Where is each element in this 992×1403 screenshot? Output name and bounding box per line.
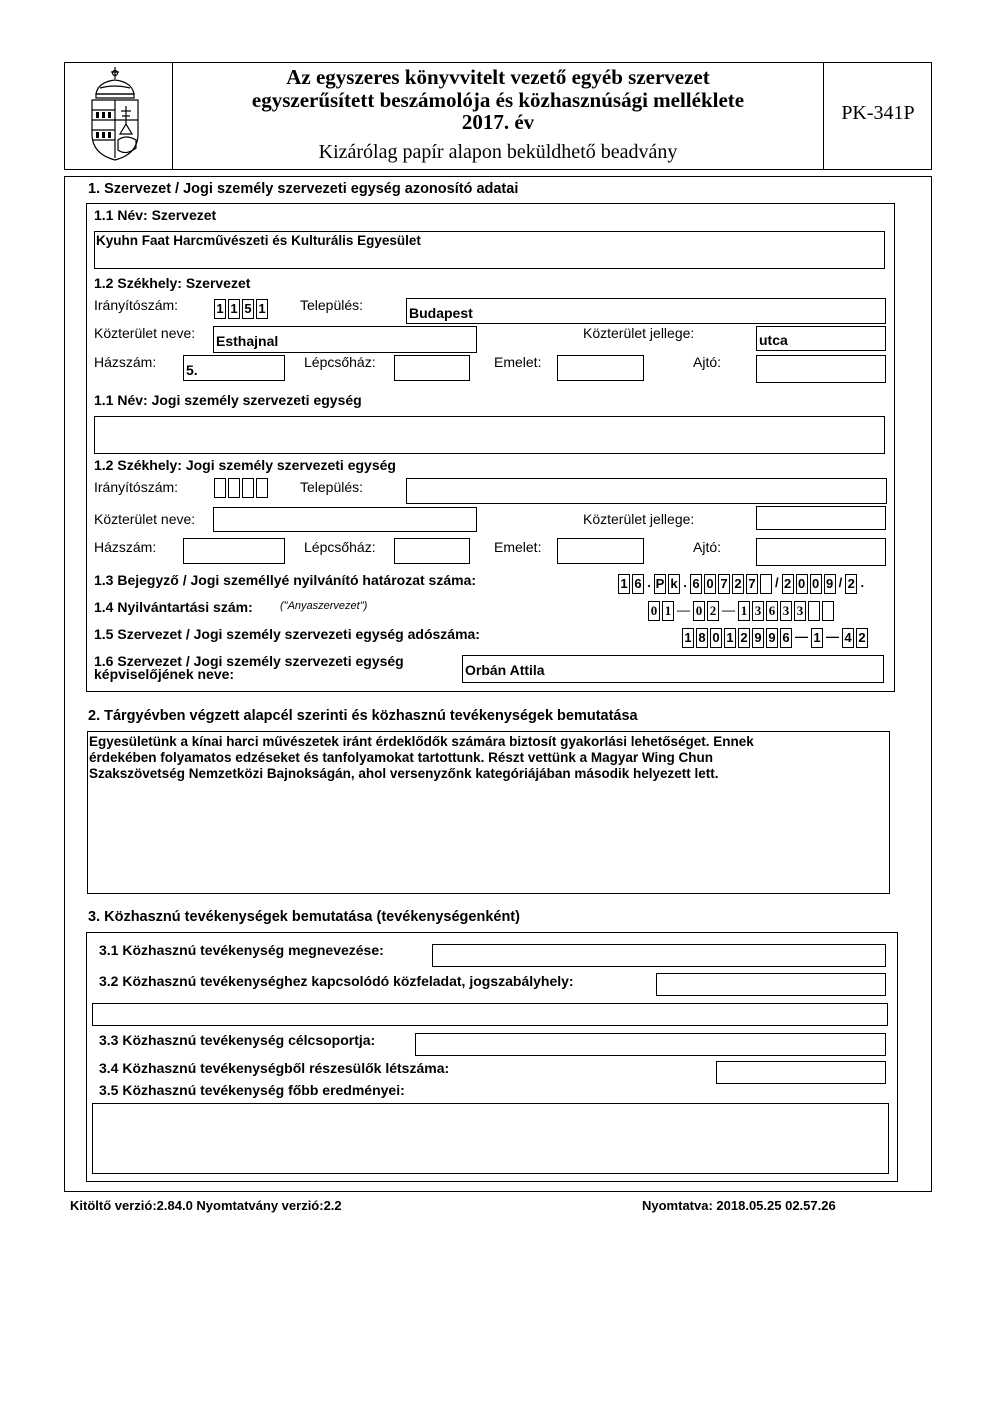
form-subtitle: Kizárólag papír alapon beküldhető beadvány xyxy=(318,141,678,163)
digit-cell[interactable]: 1 xyxy=(618,574,630,594)
digit-cell[interactable]: . xyxy=(683,575,687,590)
representative-value: Orbán Attila xyxy=(465,662,545,678)
unit-stair-label: Lépcsőház: xyxy=(304,539,376,555)
unit-floor-label: Emelet: xyxy=(494,539,542,555)
activity-name-field[interactable] xyxy=(432,944,886,967)
digit-cell[interactable]: . xyxy=(647,575,651,590)
org-name-value: Kyuhn Faat Harcművészeti és Kulturális Egyesület xyxy=(96,233,421,248)
city-value: Budapest xyxy=(409,305,473,321)
digit-cell[interactable]: 1 xyxy=(738,601,750,621)
street-type-label: Közterület jellege: xyxy=(583,325,695,341)
stair-field[interactable] xyxy=(394,355,470,381)
street-label: Közterület neve: xyxy=(94,325,196,341)
door-field[interactable] xyxy=(756,355,886,383)
digit-cell[interactable]: 2 xyxy=(856,628,868,648)
section2-heading: 2. Tárgyévben végzett alapcél szerinti és közhasznú tevékenységek bemutatása xyxy=(88,708,638,724)
unit-stair-field[interactable] xyxy=(394,538,470,564)
digit-cell[interactable]: 9 xyxy=(766,628,778,648)
form-title-line1: Az egyszeres könyvvitelt vezető egyéb szervezet xyxy=(286,65,710,89)
digit-cell[interactable]: 1 xyxy=(662,601,674,621)
street-value: Esthajnal xyxy=(216,333,279,349)
unit-street-label: Közterület neve: xyxy=(94,511,196,527)
street-type-value: utca xyxy=(759,332,788,348)
city-field[interactable] xyxy=(406,298,886,324)
digit-cell[interactable]: 2 xyxy=(738,628,750,648)
unit-zip-label: Irányítószám: xyxy=(94,479,179,495)
beneficiaries-label: 3.4 Közhasznú tevékenységből részesülők létszáma: xyxy=(99,1060,450,1076)
org-seat-label: 1.2 Székhely: Szervezet xyxy=(94,275,251,291)
digit-cell[interactable]: 7 xyxy=(746,574,758,594)
digit-cell[interactable]: 9 xyxy=(824,574,836,594)
representative-label-line1: 1.6 Szervezet / Jogi személy szervezeti egység xyxy=(94,653,404,669)
digit-cell[interactable]: 8 xyxy=(696,628,708,648)
door-label: Ajtó: xyxy=(693,354,722,370)
stair-label: Lépcsőház: xyxy=(304,354,376,370)
house-label: Házszám: xyxy=(94,354,157,370)
digit-cell[interactable]: 0 xyxy=(810,574,822,594)
digit-cell[interactable] xyxy=(808,601,820,621)
digit-cell[interactable] xyxy=(242,478,254,498)
unit-street-field[interactable] xyxy=(213,507,477,532)
digit-cell[interactable]: — xyxy=(795,629,808,644)
digit-cell[interactable]: — xyxy=(826,629,839,644)
footer-printed: Nyomtatva: 2018.05.25 02.57.26 xyxy=(642,1198,836,1213)
house-value: 5. xyxy=(186,362,198,378)
digit-cell[interactable]: 1 xyxy=(228,299,240,319)
section1-heading: 1. Szervezet / Jogi személy szervezeti egység azonosító adatai xyxy=(88,181,519,197)
activities-text-line1: Egyesületünk a kínai harci művészetek iránt érdeklődők számára biztosít gyakorlási lehetőséget. Ennek xyxy=(89,734,754,749)
digit-cell[interactable]: 9 xyxy=(752,628,764,648)
digit-cell[interactable]: / xyxy=(838,575,843,590)
house-field[interactable] xyxy=(183,355,285,381)
public-task-field-continued[interactable] xyxy=(92,1003,888,1026)
unit-floor-field[interactable] xyxy=(557,538,644,564)
digit-cell[interactable]: 7 xyxy=(718,574,730,594)
reg-decision-field[interactable] xyxy=(618,574,867,594)
results-label: 3.5 Közhasznú tevékenység főbb eredményei: xyxy=(99,1082,405,1098)
activity-name-label: 3.1 Közhasznú tevékenység megnevezése: xyxy=(99,942,384,958)
digit-cell[interactable]: 4 xyxy=(842,628,854,648)
digit-cell[interactable]: 2 xyxy=(845,574,857,594)
beneficiaries-field[interactable] xyxy=(716,1061,886,1084)
digit-cell[interactable]: k xyxy=(668,574,680,594)
public-task-field[interactable] xyxy=(656,973,886,996)
unit-house-label: Házszám: xyxy=(94,539,157,555)
digit-cell[interactable] xyxy=(214,478,226,498)
digit-cell[interactable]: 1 xyxy=(811,628,823,648)
floor-label: Emelet: xyxy=(494,354,542,370)
digit-cell[interactable]: 3 xyxy=(752,601,764,621)
form-code: PK-341P xyxy=(841,102,915,124)
unit-house-field[interactable] xyxy=(183,538,285,564)
digit-cell[interactable]: 1 xyxy=(214,299,226,319)
digit-cell[interactable] xyxy=(822,601,834,621)
digit-cell[interactable]: 0 xyxy=(648,601,660,621)
target-group-field[interactable] xyxy=(415,1033,886,1056)
form-title-year: 2017. év xyxy=(461,110,535,134)
form-title-line2: egyszerűsített beszámolója és közhasznúsági melléklete xyxy=(251,88,745,112)
representative-label-line2: képviselőjének neve: xyxy=(94,666,235,682)
digit-cell[interactable]: 6 xyxy=(780,628,792,648)
digit-cell[interactable]: — xyxy=(677,602,690,617)
reg-decision-label: 1.3 Bejegyző / Jogi személlyé nyilvánító határozat száma: xyxy=(94,572,477,588)
public-task-label: 3.2 Közhasznú tevékenységhez kapcsolódó közfeladat, jogszabályhely: xyxy=(99,973,574,989)
footer-version: Kitöltő verzió:2.84.0 Nyomtatvány verzió:2.2 xyxy=(70,1198,342,1213)
digit-cell[interactable]: 5 xyxy=(242,299,254,319)
digit-cell[interactable] xyxy=(760,574,772,594)
digit-cell[interactable]: 1 xyxy=(682,628,694,648)
digit-cell[interactable]: — xyxy=(722,602,735,617)
digit-cell[interactable]: 3 xyxy=(794,601,806,621)
activities-text-line3: Szakszövetség Nemzetközi Bajnokságán, ahol versenyzőnk kategóriájában második helyezett lett. xyxy=(89,766,719,781)
tax-number-label: 1.5 Szervezet / Jogi személy szervezeti egység adószáma: xyxy=(94,626,480,642)
digit-cell[interactable]: 3 xyxy=(780,601,792,621)
digit-cell[interactable]: 6 xyxy=(632,574,644,594)
unit-seat-label: 1.2 Székhely: Jogi személy szervezeti egység xyxy=(94,457,396,473)
reg-number-field[interactable] xyxy=(648,601,836,621)
digit-cell[interactable]: 0 xyxy=(796,574,808,594)
floor-field[interactable] xyxy=(557,355,644,381)
unit-door-field[interactable] xyxy=(756,538,886,566)
digit-cell[interactable]: . xyxy=(860,575,865,590)
unit-city-field[interactable] xyxy=(406,478,887,504)
unit-zip-code-field[interactable] xyxy=(214,478,270,498)
digit-cell[interactable]: 2 xyxy=(782,574,794,594)
digit-cell[interactable]: 1 xyxy=(724,628,736,648)
zip-code-field[interactable] xyxy=(214,299,270,319)
activities-text-line2: érdekében folyamatos edzéseket és tanfolyamokat tartottunk. Részt vettünk a Magyar Wing Chun xyxy=(89,750,714,765)
digit-cell[interactable]: 2 xyxy=(707,601,719,621)
reg-number-note: ("Anyaszervezet") xyxy=(280,600,368,612)
digit-cell[interactable]: 6 xyxy=(690,574,702,594)
section3-heading: 3. Közhasznú tevékenységek bemutatása (tevékenységenként) xyxy=(88,909,520,925)
digit-cell[interactable] xyxy=(256,478,268,498)
digit-cell[interactable]: 0 xyxy=(704,574,716,594)
unit-name-label: 1.1 Név: Jogi személy szervezeti egység xyxy=(94,392,362,408)
digit-cell[interactable] xyxy=(228,478,240,498)
target-group-label: 3.3 Közhasznú tevékenység célcsoportja: xyxy=(99,1032,376,1048)
digit-cell[interactable]: 6 xyxy=(766,601,778,621)
unit-street-type-label: Közterület jellege: xyxy=(583,511,695,527)
coat-of-arms-icon xyxy=(84,64,146,164)
unit-name-field[interactable] xyxy=(94,416,885,454)
unit-city-label: Település: xyxy=(300,479,364,495)
city-label: Település: xyxy=(300,297,364,313)
reg-number-label: 1.4 Nyilvántartási szám: xyxy=(94,599,253,615)
unit-street-type-field[interactable] xyxy=(756,506,886,530)
digit-cell[interactable]: 2 xyxy=(732,574,744,594)
digit-cell[interactable]: P xyxy=(654,574,666,594)
results-textarea[interactable] xyxy=(92,1103,889,1174)
org-name-label: 1.1 Név: Szervezet xyxy=(94,207,217,223)
digit-cell[interactable]: 0 xyxy=(693,601,705,621)
digit-cell[interactable]: 1 xyxy=(256,299,268,319)
tax-number-field[interactable] xyxy=(682,628,870,648)
digit-cell[interactable]: / xyxy=(775,575,779,590)
unit-door-label: Ajtó: xyxy=(693,539,722,555)
zip-label: Irányítószám: xyxy=(94,297,179,313)
digit-cell[interactable]: 0 xyxy=(710,628,722,648)
